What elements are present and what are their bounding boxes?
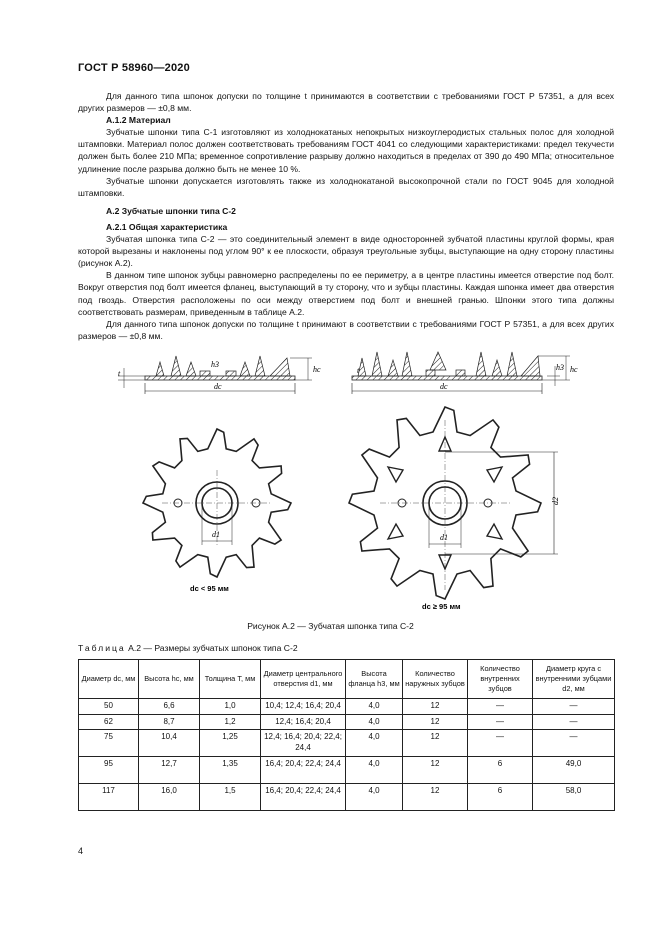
table-cell: 10,4; 12,4; 16,4; 20,4 bbox=[261, 699, 346, 715]
table-cell: 75 bbox=[79, 730, 139, 757]
table-header-row bbox=[79, 660, 615, 699]
table-cell: 12 bbox=[403, 784, 468, 811]
table-cell: 58,0 bbox=[533, 784, 615, 811]
table-cell: 1,5 bbox=[200, 784, 261, 811]
table-cell: 16,0 bbox=[139, 784, 200, 811]
table-row bbox=[79, 730, 615, 757]
table-cell: 1,35 bbox=[200, 757, 261, 784]
label-hc-right: hc bbox=[570, 365, 578, 374]
table-cell: 4,0 bbox=[346, 730, 403, 757]
table-row bbox=[79, 699, 615, 715]
table-cell: 6 bbox=[468, 757, 533, 784]
column-header: Толщина T, мм bbox=[200, 660, 261, 699]
table-cell: 50 bbox=[79, 699, 139, 715]
table-cell: 12 bbox=[403, 714, 468, 730]
column-header: Диаметр центрального отверстия d1, мм bbox=[261, 660, 346, 699]
table-cell: 1,2 bbox=[200, 714, 261, 730]
table-cell: 6,6 bbox=[139, 699, 200, 715]
table-cell: 4,0 bbox=[346, 714, 403, 730]
table-cell: 12 bbox=[403, 757, 468, 784]
table-cell: 4,0 bbox=[346, 699, 403, 715]
label-t-right: t bbox=[357, 366, 360, 375]
label-d2: d2 bbox=[551, 497, 560, 505]
label-t-left: t bbox=[118, 369, 121, 378]
paragraph: В данном типе шпонок зубцы равномерно распределены по ее периметру, а в центре пластины имеется отверстие под болт. Вокруг отверстия под болт имеется фланец, выступающий в ту сторону, что и зубцы пластины. Каждая шпонка имеет два отверстия под гвоздь. Отверстия расположены по оси между отверстием под болт и внешней гранью. Шпонки этого типа должны соответствовать размерам, приведенным в таблице А.2. bbox=[78, 270, 614, 317]
column-header: Высота фланца h3, мм bbox=[346, 660, 403, 699]
label-hc-left: hc bbox=[313, 365, 321, 374]
section-heading: А.2.1 Общая характеристика bbox=[106, 221, 228, 232]
table-cell: 6 bbox=[468, 784, 533, 811]
column-header: Высота hc, мм bbox=[139, 660, 200, 699]
paragraph: Для данного типа шпонок допуски по толщине t принимают в соответствии с требованиями ГОСТ Р 57351, а для всех других размеров — ±0,8 мм. bbox=[78, 318, 614, 341]
column-header: Диаметр круга с внутренними зубцами d2, мм bbox=[533, 660, 615, 699]
condition-right: dc ≥ 95 мм bbox=[422, 602, 461, 611]
table-cell: 49,0 bbox=[533, 757, 615, 784]
paragraph: Для данного типа шпонок допуски по толщине t принимаются в соответствии с требованиями ГОСТ Р 57351, а для всех других размеров — ±0,8 мм. bbox=[78, 91, 614, 114]
table-cell: 1,0 bbox=[200, 699, 261, 715]
condition-left: dc < 95 мм bbox=[190, 584, 229, 593]
table-cell: 16,4; 20,4; 22,4; 24,4 bbox=[261, 757, 346, 784]
paragraph: Зубчатые шпонки допускается изготовлять также из холоднокатаной высокопрочной стали по ГОСТ 9045 для холодной штамповки. bbox=[78, 175, 614, 198]
table-cell: — bbox=[468, 699, 533, 715]
table-cell: 12,7 bbox=[139, 757, 200, 784]
table-cell: 10,4 bbox=[139, 730, 200, 757]
table-caption-prefix: Таблица bbox=[78, 643, 126, 653]
column-header: Диаметр dc, мм bbox=[79, 660, 139, 699]
label-d1-right: d1 bbox=[440, 533, 448, 542]
table-cell: — bbox=[533, 714, 615, 730]
document-header: ГОСТ Р 58960—2020 bbox=[78, 62, 190, 74]
figure-caption: Рисунок А.2 — Зубчатая шпонка типа С-2 bbox=[247, 621, 414, 631]
label-dc-left: dc bbox=[214, 382, 222, 391]
table-row bbox=[79, 757, 615, 784]
table-cell: 12,4; 16,4; 20,4 bbox=[261, 714, 346, 730]
table-cell: 1,25 bbox=[200, 730, 261, 757]
table-cell: 95 bbox=[79, 757, 139, 784]
paragraph: Зубчатые шпонки типа С-1 изготовляют из холоднокатаных непокрытых низкоуглеродистых стальных полос для холодной штамповки. Материал полос должен соответствовать требованиям ГОСТ 4041 со следующими характеристиками: предел текучести должен быть более 210 МПа; временное сопротивление разрыву должно находиться в пределах от 390 до 490 МПа; относительное удлинение после разрыва должно быть не менее 10 %. bbox=[78, 127, 614, 174]
table-cell: 16,4; 20,4; 22,4; 24,4 bbox=[261, 784, 346, 811]
page-number: 4 bbox=[78, 846, 84, 856]
table-cell: 62 bbox=[79, 714, 139, 730]
table-cell: 12 bbox=[403, 699, 468, 715]
table-cell: 4,0 bbox=[346, 784, 403, 811]
table-cell: — bbox=[468, 730, 533, 757]
table-caption bbox=[78, 643, 298, 653]
label-h3-right: h3 bbox=[556, 363, 564, 372]
column-header: Количество внутренних зубцов bbox=[468, 660, 533, 699]
section-heading: А.2 Зубчатые шпонки типа С-2 bbox=[106, 205, 236, 216]
label-dc-right: dc bbox=[440, 382, 448, 391]
table-cell: 12 bbox=[403, 730, 468, 757]
cross-section-right bbox=[352, 352, 570, 394]
table-row bbox=[79, 714, 615, 730]
dimensions-table bbox=[78, 659, 615, 811]
table-cell: — bbox=[533, 699, 615, 715]
section-heading: А.1.2 Материал bbox=[106, 115, 171, 126]
table-cell: 8,7 bbox=[139, 714, 200, 730]
table-cell: 4,0 bbox=[346, 757, 403, 784]
column-header: Количество наружных зубцов bbox=[403, 660, 468, 699]
table-row bbox=[79, 784, 615, 811]
paragraph: Зубчатая шпонка типа С-2 — это соединительный элемент в виде односторонней зубчатой пластины круглой формы, края которой вырезаны и наклонены под углом 90° к ее плоскости, образуя треугольные зубцы, выступающие на одну сторону пластины (рисунок А.2). bbox=[78, 234, 614, 269]
table-caption-text: А.2 — Размеры зубчатых шпонок типа С-2 bbox=[125, 643, 298, 653]
label-h3-left: h3 bbox=[211, 360, 219, 369]
table-cell: — bbox=[468, 714, 533, 730]
table-cell: 117 bbox=[79, 784, 139, 811]
table-cell: — bbox=[533, 730, 615, 757]
table-cell: 12,4; 16,4; 20,4; 22,4; 24,4 bbox=[261, 730, 346, 757]
label-d1-left: d1 bbox=[212, 530, 220, 539]
